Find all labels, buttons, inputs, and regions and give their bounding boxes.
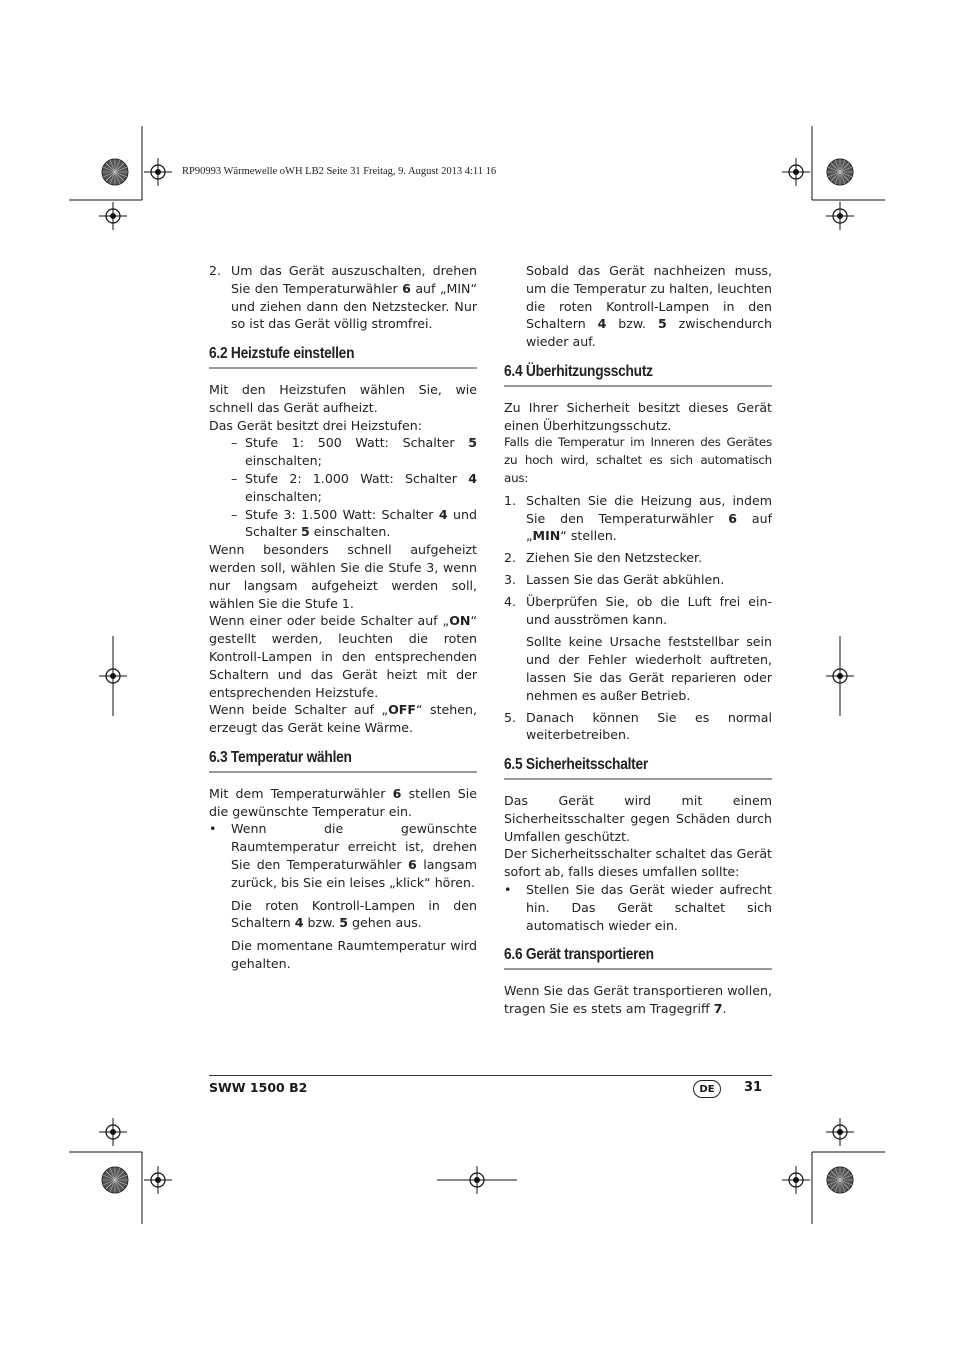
list-number: 2. xyxy=(209,263,222,278)
color-target-icon xyxy=(827,159,853,185)
paragraph: Wenn Sie das Gerät transportieren wollen, tragen Sie es stets am Tragegriff 7. xyxy=(504,983,772,1016)
list-item: • Wenn die gewünschte Raumtemperatur erreicht ist, drehen Sie den Temperaturwähler 6 langsam zurück, bis Sie ein leises „klick“ hören. xyxy=(209,821,477,890)
section-heading-6-2: 6.2 Heizstufe einstellen xyxy=(209,345,477,369)
footer-model-number: SWW 1500 B2 xyxy=(209,1080,308,1095)
footer-rule xyxy=(209,1075,772,1076)
list-item: 1. Schalten Sie die Heizung aus, indem Sie den Temperaturwähler 6 auf „MIN“ stellen. xyxy=(504,492,772,544)
list-item: – Stufe 1: 500 Watt: Schalter 5 einschalten; xyxy=(231,435,477,469)
crosshair-icon xyxy=(826,202,854,230)
section-heading-6-4: 6.4 Überhitzungsschutz xyxy=(504,363,772,387)
crosshair-icon xyxy=(99,1118,127,1146)
crosshair-icon xyxy=(99,202,127,230)
paragraph: Wenn einer oder beide Schalter auf „ON“ gestellt werden, leuchten die roten Kontroll-Lampen in den entsprechenden Schaltern und das Gerät heizt mit der entsprechenden Heizstufe. xyxy=(209,613,477,700)
right-column xyxy=(504,262,772,1018)
section-heading-6-5: 6.5 Sicherheitsschalter xyxy=(504,756,772,780)
list-item: – Stufe 2: 1.000 Watt: Schalter 4 einschalten; xyxy=(231,470,477,504)
paragraph: Das Gerät wird mit einem Sicherheitsschalter gegen Schäden durch Umfallen geschützt. xyxy=(504,792,772,844)
crosshair-icon xyxy=(144,1166,172,1194)
section-heading-6-3: 6.3 Temperatur wählen xyxy=(209,749,477,773)
list-item: • Stellen Sie das Gerät wieder aufrecht hin. Das Gerät schaltet sich automatisch wieder ein. xyxy=(504,881,772,933)
list-item: 5. Danach können Sie es normal weiterbetreiben. xyxy=(504,709,772,743)
language-badge: DE xyxy=(693,1080,721,1098)
paragraph: Die roten Kontroll-Lampen in den Schaltern 4 bzw. 5 gehen aus. xyxy=(231,897,477,931)
paragraph: Mit dem Temperaturwähler 6 stellen Sie die gewünschte Temperatur ein. xyxy=(209,785,477,819)
color-target-icon xyxy=(102,159,128,185)
crosshair-icon xyxy=(144,158,172,186)
list-item: 4. Überprüfen Sie, ob die Luft frei ein- und ausströmen kann. xyxy=(504,593,772,627)
list-item: 3. Lassen Sie das Gerät abkühlen. xyxy=(504,571,725,587)
list-item: 2. Ziehen Sie den Netzstecker. xyxy=(504,550,703,566)
page-number: 31 xyxy=(744,1080,763,1095)
section-heading-6-6: 6.6 Gerät transportieren xyxy=(504,946,772,970)
crosshair-icon xyxy=(782,158,810,186)
paragraph: Mit den Heizstufen wählen Sie, wie schnell das Gerät aufheizt. xyxy=(209,381,477,415)
print-slug-line: RP90993 Wärmewelle oWH LB2 Seite 31 Freitag, 9. August 2013 4:11 16 xyxy=(182,166,497,177)
color-target-icon xyxy=(102,1167,128,1193)
paragraph: Das Gerät besitzt drei Heizstufen: xyxy=(209,417,422,433)
paragraph: Die momentane Raumtemperatur wird gehalten. xyxy=(231,938,477,971)
color-target-icon xyxy=(827,1167,853,1193)
paragraph: Zu Ihrer Sicherheit besitzt dieses Gerät einen Überhitzungsschutz. xyxy=(504,399,772,433)
paragraph: Wenn besonders schnell aufgeheizt werden soll, wählen Sie die Stufe 3, wenn nur langsam aufgeheizt werden soll, wählen Sie die Stufe 1. xyxy=(209,542,477,611)
paragraph: Falls die Temperatur im Inneren des Gerätes zu hoch wird, schaltet es sich automatisch aus: xyxy=(504,435,772,485)
paragraph: Der Sicherheitsschalter schaltet das Gerät sofort ab, falls dieses umfallen sollte: xyxy=(504,846,772,880)
left-column xyxy=(209,262,477,973)
list-item: 2. Um das Gerät auszuschalten, drehen Sie den Temperaturwähler 6 auf „MIN“ und ziehen dann den Netzstecker. Nur so ist das Gerät völlig stromfrei. xyxy=(209,263,477,332)
crosshair-icon xyxy=(782,1166,810,1194)
paragraph: Wenn beide Schalter auf „OFF“ stehen, erzeugt das Gerät keine Wärme. xyxy=(209,702,477,736)
paragraph: Sollte keine Ursache feststellbar sein und der Fehler wiederholt auftreten, lassen Sie das Gerät reparieren oder nehmen es außer Betrieb. xyxy=(526,634,772,703)
crosshair-icon xyxy=(826,1118,854,1146)
paragraph: Sobald das Gerät nachheizen muss, um die Temperatur zu halten, leuchten die roten Kontroll-Lampen in den Schaltern 4 bzw. 5 zwischendurch wieder auf. xyxy=(526,263,772,350)
list-item: – Stufe 3: 1.500 Watt: Schalter 4 und Schalter 5 einschalten. xyxy=(231,506,477,540)
